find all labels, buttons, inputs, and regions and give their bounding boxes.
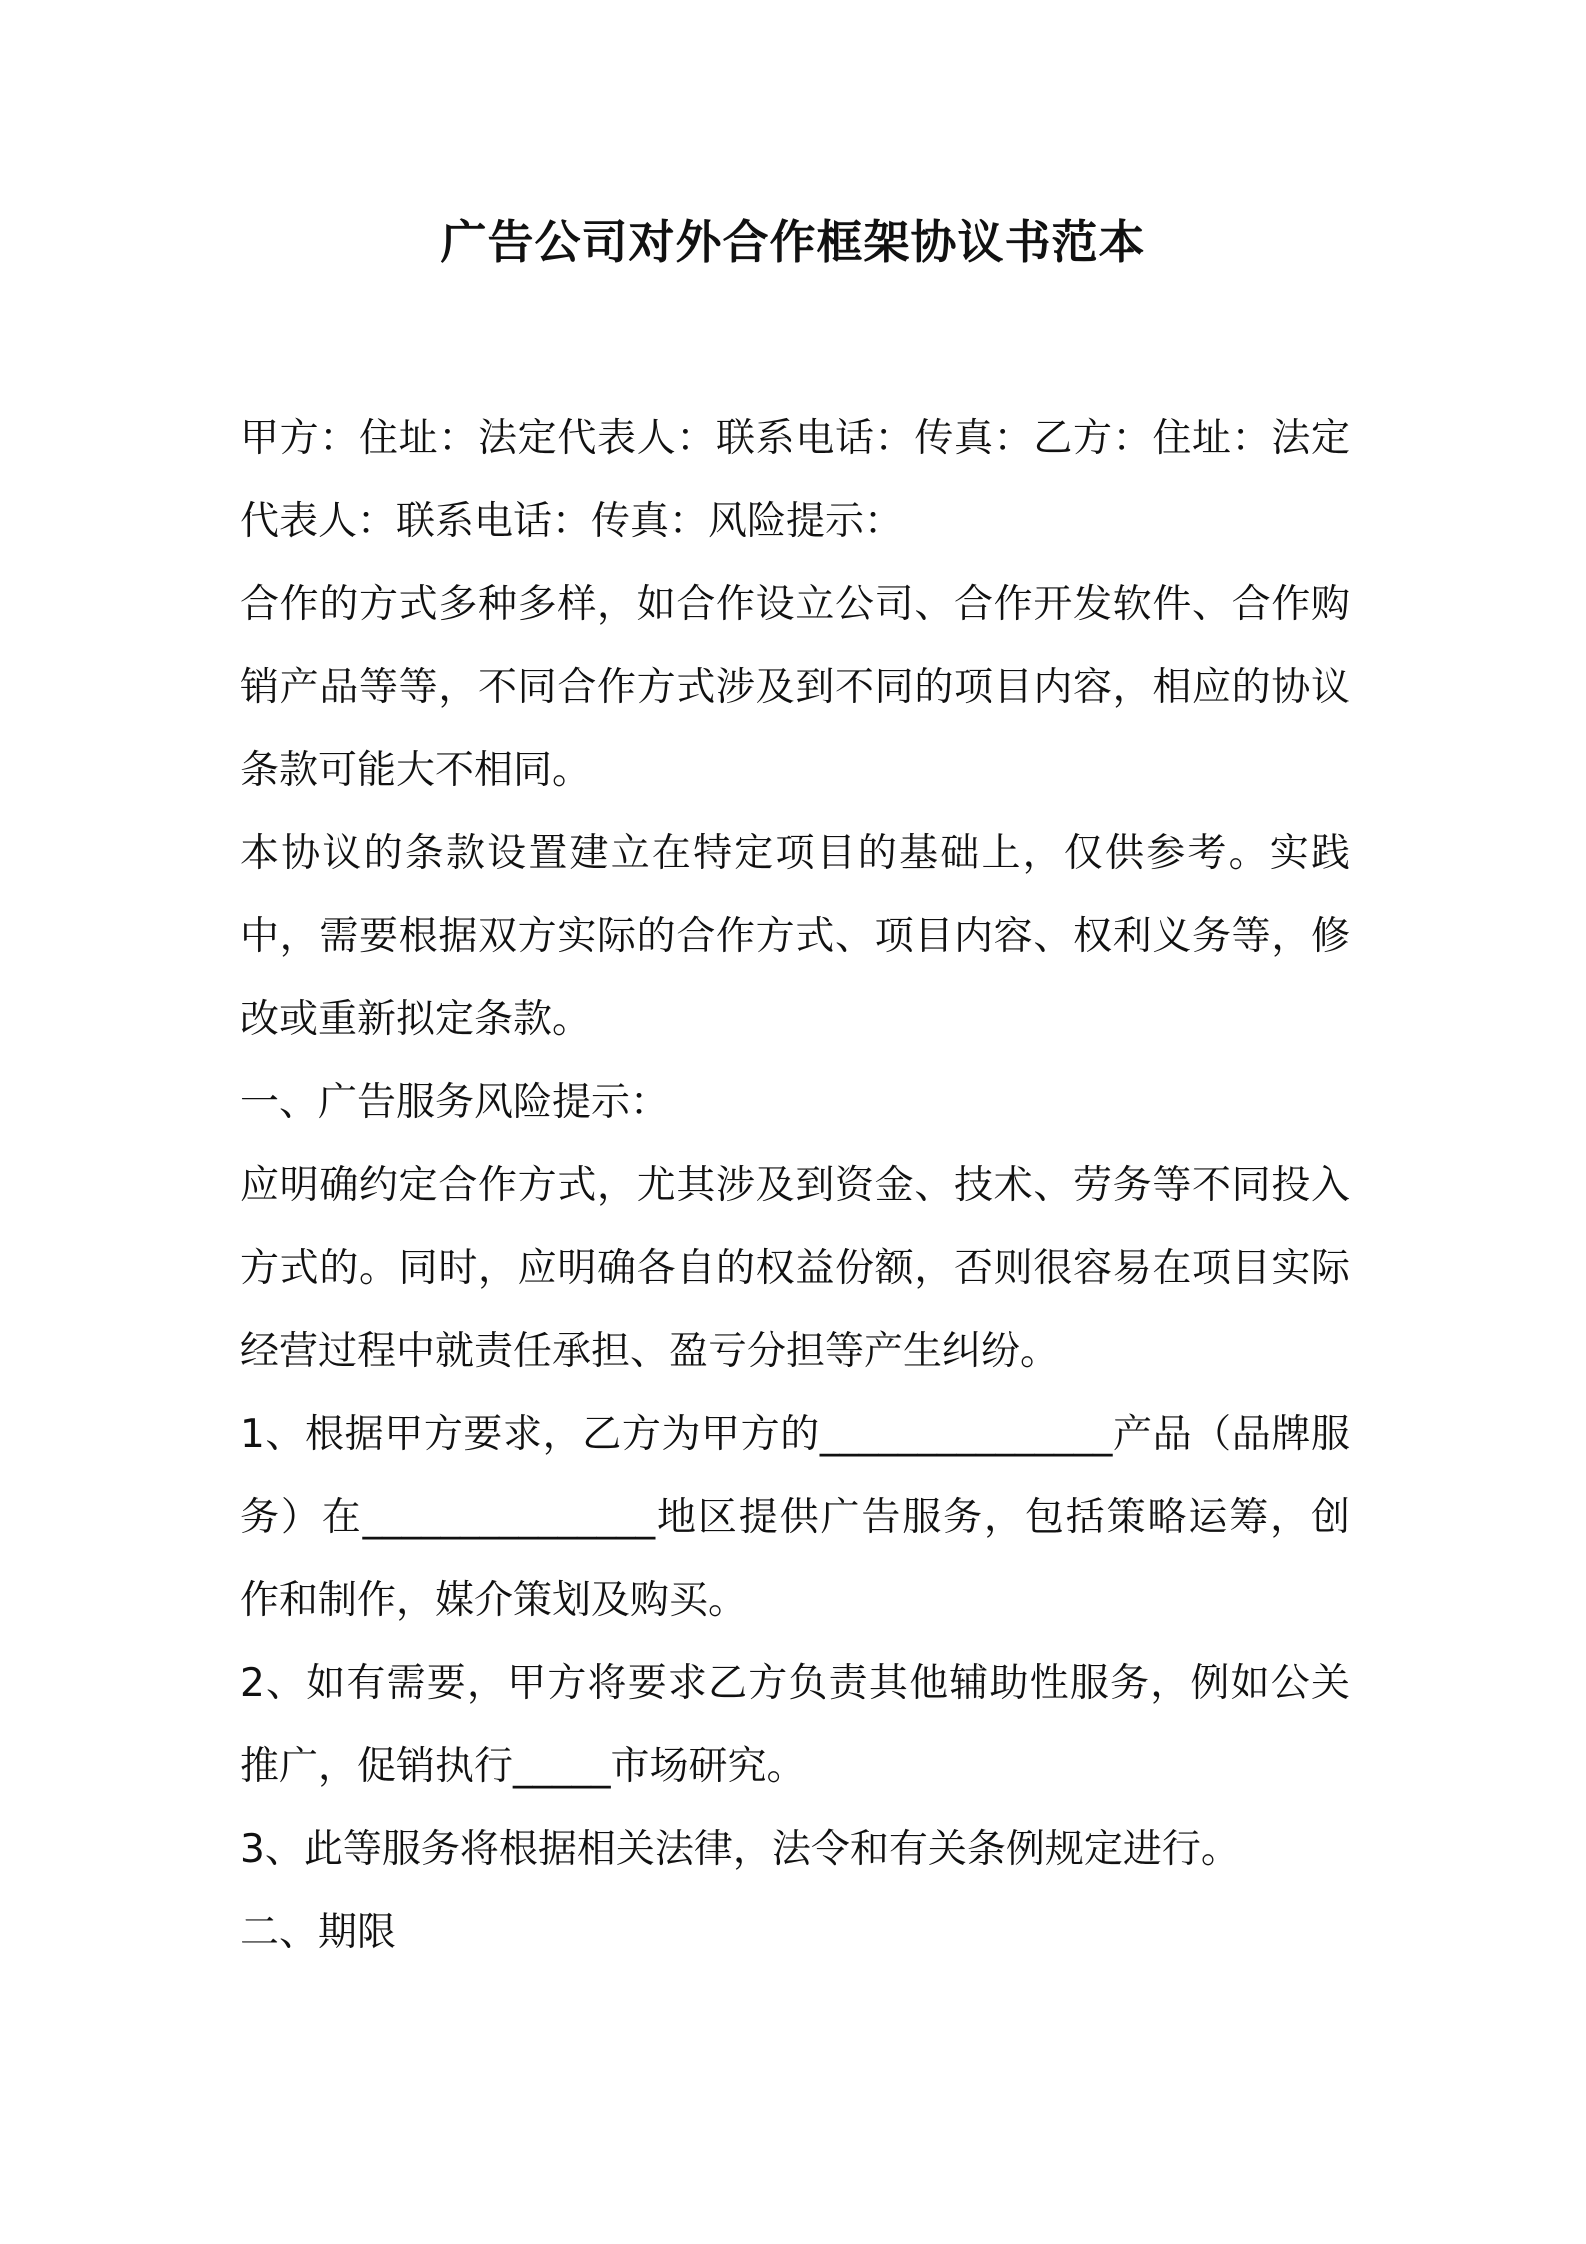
section-one-heading: 一、广告服务风险提示： [240, 1080, 670, 1125]
clause-2: 2、如有需要，甲方将要求乙方负责其他辅助性服务，例如公关推广，促销执行_____市场研究。 [240, 1661, 1350, 1789]
risk-note-paragraph: 应明确约定合作方式，尤其涉及到资金、技术、劳务等不同投入方式的。同时，应明确各自的权益份额，否则很容易在项目实际经营过程中就责任承担、盈亏分担等产生纠纷。 [240, 1163, 1350, 1374]
document-title: 广告公司对外合作框架协议书范本 [440, 215, 1146, 269]
section-two-heading: 二、期限 [240, 1910, 397, 1955]
clause-3: 3、此等服务将根据相关法律，法令和有关条例规定进行。 [240, 1827, 1240, 1872]
cooperation-methods-paragraph: 合作的方式多种多样，如合作设立公司、合作开发软件、合作购销产品等等，不同合作方式涉及到不同的项目内容，相应的协议条款可能大不相同。 [240, 582, 1350, 793]
reference-note-paragraph: 本协议的条款设置建立在特定项目的基础上，仅供参考。实践中，需要根据双方实际的合作方式、项目内容、权利义务等，修改或重新拟定条款。 [240, 831, 1350, 1042]
clause-1: 1、根据甲方要求，乙方为甲方的_______________产品（品牌服务）在_______________地区提供广告服务，包括策略运筹，创作和制作，媒介策划及购买。 [240, 1412, 1350, 1623]
document-body [240, 397, 1350, 1974]
party-info-paragraph: 甲方：住址：法定代表人：联系电话：传真：乙方：住址：法定代表人：联系电话：传真：风险提示： [240, 416, 1350, 544]
